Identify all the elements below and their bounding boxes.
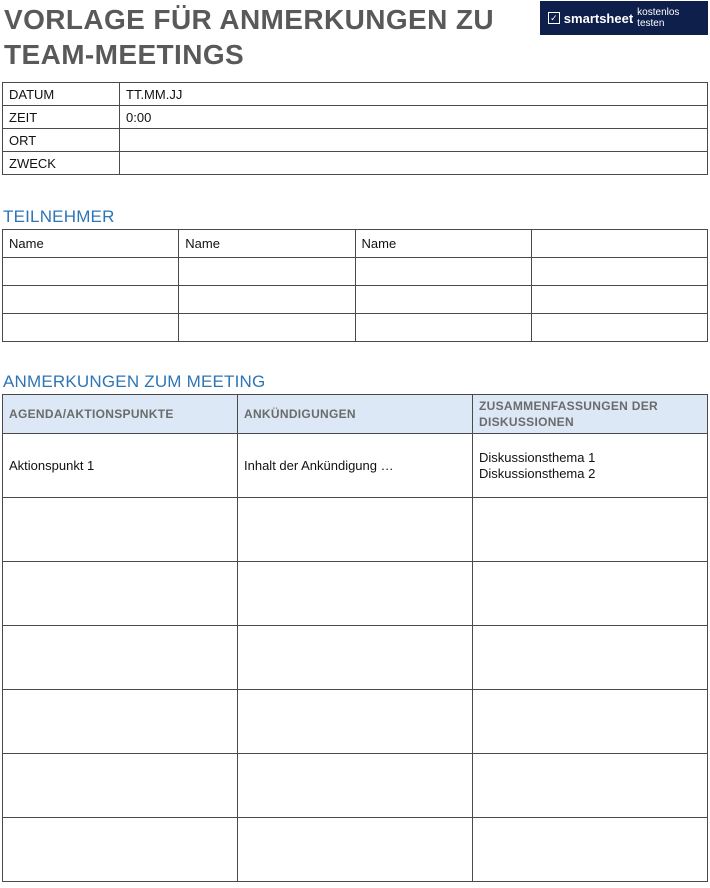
summary-cell[interactable]	[473, 690, 708, 754]
info-label: ZEIT	[3, 106, 120, 129]
participant-cell[interactable]	[3, 258, 179, 286]
participants-heading: TEILNEHMER	[3, 207, 115, 226]
trial-label: kostenlos testen	[637, 7, 680, 29]
agenda-column-header: AGENDA/AKTIONSPUNKTE	[3, 395, 238, 434]
participant-cell[interactable]	[531, 286, 707, 314]
smartsheet-trial-button[interactable]	[540, 1, 708, 35]
participant-header: Name	[355, 230, 531, 258]
participant-cell[interactable]	[355, 314, 531, 342]
participants-header-row	[3, 230, 708, 258]
agenda-cell[interactable]	[3, 626, 238, 690]
participant-header	[531, 230, 707, 258]
info-label: ZWECK	[3, 152, 120, 175]
participant-cell[interactable]	[531, 314, 707, 342]
participant-cell[interactable]	[3, 314, 179, 342]
agenda-cell[interactable]	[3, 690, 238, 754]
smartsheet-check-icon: ✓	[548, 12, 560, 24]
announcement-cell[interactable]	[238, 690, 473, 754]
notes-header-row	[3, 395, 708, 434]
info-label: DATUM	[3, 83, 120, 106]
summary-cell[interactable]	[473, 498, 708, 562]
smartsheet-brand: smartsheet	[563, 10, 634, 26]
participant-cell[interactable]	[531, 258, 707, 286]
summary-cell[interactable]	[473, 754, 708, 818]
info-row-purpose	[3, 152, 708, 175]
agenda-cell[interactable]	[3, 498, 238, 562]
agenda-cell[interactable]: Aktionspunkt 1	[3, 434, 238, 498]
announcement-cell[interactable]	[238, 562, 473, 626]
participant-cell[interactable]	[3, 286, 179, 314]
participant-cell[interactable]	[355, 286, 531, 314]
summary-cell[interactable]	[473, 562, 708, 626]
summary-cell[interactable]	[473, 626, 708, 690]
participant-cell[interactable]	[179, 314, 355, 342]
info-row-time	[3, 106, 708, 129]
agenda-cell[interactable]	[3, 754, 238, 818]
participant-cell[interactable]	[179, 258, 355, 286]
info-row-date	[3, 83, 708, 106]
announcement-cell[interactable]	[238, 818, 473, 882]
notes-heading: ANMERKUNGEN ZUM MEETING	[3, 372, 266, 391]
notes-row	[3, 626, 708, 690]
notes-row	[3, 754, 708, 818]
date-field[interactable]: TT.MM.JJ	[120, 83, 708, 106]
notes-row	[3, 690, 708, 754]
participant-header: Name	[179, 230, 355, 258]
agenda-cell[interactable]	[3, 818, 238, 882]
announcement-cell[interactable]	[238, 626, 473, 690]
participant-row	[3, 258, 708, 286]
location-field[interactable]	[120, 129, 708, 152]
notes-row	[3, 498, 708, 562]
participant-row	[3, 314, 708, 342]
summary-cell[interactable]: Diskussionsthema 1 Diskussionsthema 2	[473, 434, 708, 498]
meeting-info-table	[2, 82, 708, 175]
participants-table	[2, 229, 708, 342]
announcements-column-header: ANKÜNDIGUNGEN	[238, 395, 473, 434]
info-row-location	[3, 129, 708, 152]
meeting-notes-table	[2, 394, 708, 882]
page-title: VORLAGE FÜR ANMERKUNGEN ZU TEAM-MEETINGS	[4, 4, 495, 70]
participant-row	[3, 286, 708, 314]
summary-cell[interactable]	[473, 818, 708, 882]
announcement-cell[interactable]	[238, 498, 473, 562]
participant-header: Name	[3, 230, 179, 258]
time-field[interactable]: 0:00	[120, 106, 708, 129]
notes-row	[3, 562, 708, 626]
summaries-column-header: ZUSAMMENFASSUNGEN DER DISKUSSIONEN	[473, 395, 708, 434]
announcement-cell[interactable]	[238, 754, 473, 818]
participant-cell[interactable]	[355, 258, 531, 286]
info-label: ORT	[3, 129, 120, 152]
participant-cell[interactable]	[179, 286, 355, 314]
agenda-cell[interactable]	[3, 562, 238, 626]
notes-row	[3, 434, 708, 498]
notes-row	[3, 818, 708, 882]
purpose-field[interactable]	[120, 152, 708, 175]
announcement-cell[interactable]: Inhalt der Ankündigung …	[238, 434, 473, 498]
